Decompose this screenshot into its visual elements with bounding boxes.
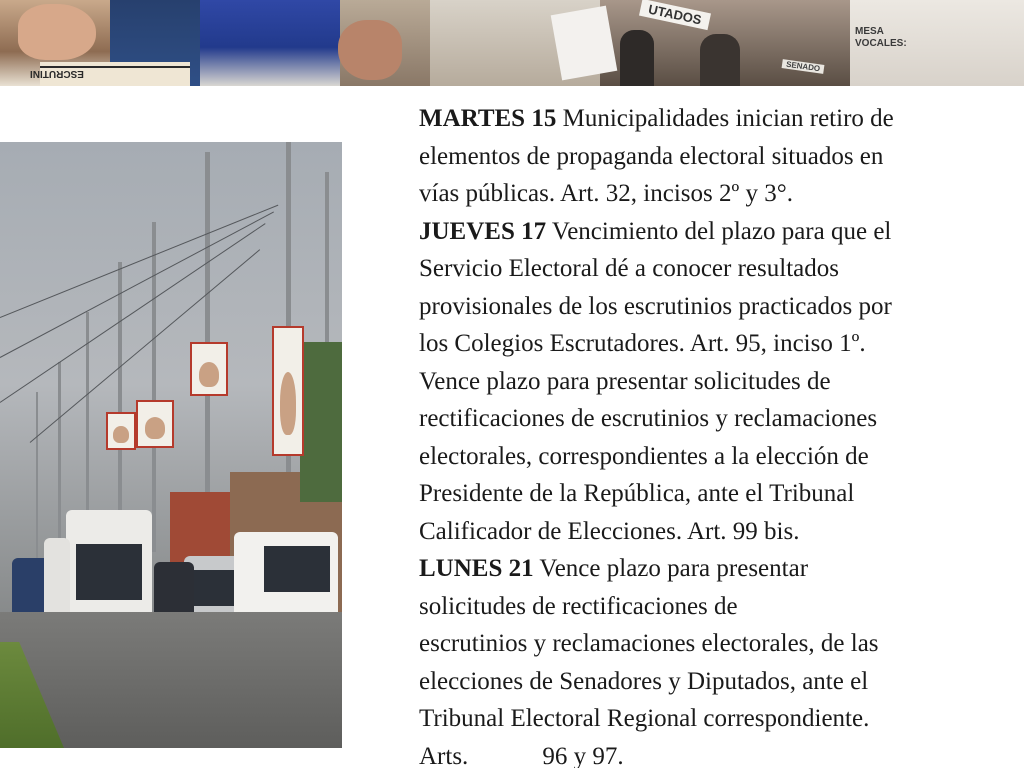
entry-first-line (419, 550, 1019, 588)
banner-envelope-text: ESCRUTINI (30, 68, 84, 79)
banner-sign-mesa-vocales: MESA VOCALES: (855, 26, 907, 49)
entry-text: Vence plazo para presentar (533, 555, 809, 582)
ballot-paper (551, 6, 618, 81)
entry-line: Vence plazo para presentar solicitudes de (419, 367, 831, 395)
entry-day: MARTES 15 (419, 105, 557, 132)
utility-pole (36, 392, 38, 572)
entry-line: rectificaciones de escrutinios y reclamaciones (419, 405, 878, 432)
banner-segment (200, 0, 340, 86)
entry-day: LUNES 21 (419, 555, 534, 582)
entry-line: provisionales de los escrutinios practicados por (419, 292, 892, 320)
entry-line: solicitudes de rectificaciones de (419, 592, 738, 620)
candidate-portrait (280, 372, 297, 435)
entry-day: JUEVES 17 (419, 217, 547, 245)
power-line (0, 205, 278, 318)
campaign-billboard (136, 400, 174, 448)
campaign-billboard (272, 326, 304, 456)
entry-line: Tribunal Electoral Regional correspondiente. (419, 705, 870, 732)
banner-sign-resultados: UTADOS (639, 0, 711, 30)
campaign-billboard (190, 342, 228, 396)
entry-line: escrutinios y reclamaciones electorales, de las (419, 630, 879, 657)
voter-hand (338, 20, 402, 80)
candidate-portrait (199, 362, 219, 387)
street-campaign-photo (0, 142, 342, 748)
entry-text: Municipalidades inician retiro de (556, 105, 894, 132)
entry-line: elementos de propaganda electoral situados en (419, 142, 884, 170)
poll-worker (620, 30, 654, 86)
entry-line: elecciones de Senadores y Diputados, ante el (419, 667, 869, 695)
entry-last-line (419, 738, 1019, 768)
entry-first-line (419, 213, 1019, 251)
articles-label: Arts. (419, 742, 469, 768)
poll-worker (700, 34, 740, 86)
power-line (0, 212, 274, 358)
header-photo-collage (0, 0, 1024, 86)
entry-line: electorales, correspondientes a la elección de (419, 442, 869, 470)
candidate-portrait (113, 426, 129, 443)
storefront (300, 342, 342, 502)
articles-numbers: 96 y 97. (542, 742, 624, 768)
entry-line: Calificador de Elecciones. Art. 99 bis. (419, 517, 800, 545)
banner-sign-senado: SENADO (782, 59, 825, 74)
van-rear-window (76, 544, 142, 600)
entry-first-line (419, 100, 1019, 138)
entry-line: los Colegios Escrutadores. Art. 95, inciso 1º. (419, 330, 866, 357)
pickup-rear-window (264, 546, 330, 592)
entry-line: vías públicas. Art. 32, incisos 2º y 3°. (419, 180, 793, 207)
candidate-portrait (145, 417, 165, 439)
voter-hand (18, 4, 96, 60)
election-calendar-text (419, 100, 1019, 768)
entry-text: Vencimiento del plazo para que el (546, 217, 892, 245)
campaign-billboard (106, 412, 136, 450)
entry-line: Servicio Electoral dé a conocer resultados (419, 255, 839, 282)
utility-pole (152, 222, 156, 552)
entry-line: Presidente de la República, ante el Tribunal (419, 480, 855, 507)
